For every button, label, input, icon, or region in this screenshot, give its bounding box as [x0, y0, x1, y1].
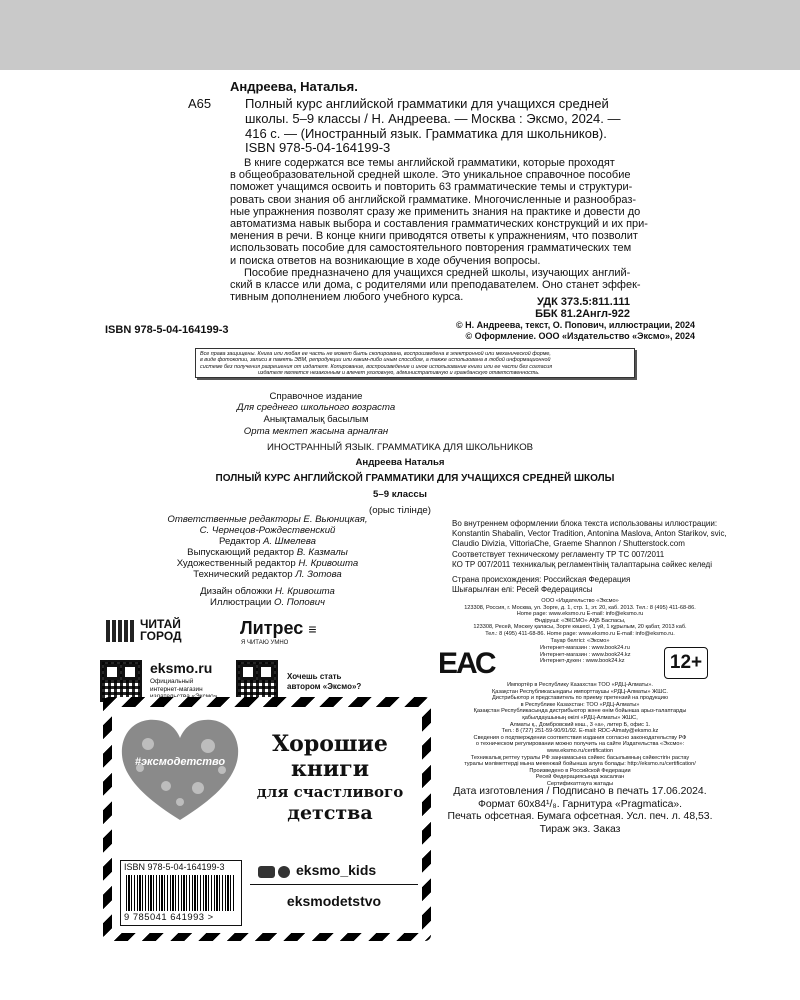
- language-note: (орыс тілінде): [369, 505, 431, 516]
- publisher-block: ООО «Издательство «Эксмо» 123308, Россия, г. Москва, ул. Зорге, д. 1, стр. 1, эт. 20, каб. 2013. Тел.: 8 (495) 411-68-86. Home page: www.eksmo.ru E-mail: info@eksmo.ru Өндіруші: «ЭКСМО» АҚБ Баспасы, 123308, Ресей, Мәскеу қаласы, Зорге көшесі, 1 үй, 1 құрылым, 20 қабат, 2013 каб. Тел.: 8 (495) 411-68-86. Home page: www.eksmo.ru E-mail: info@eksmo.ru. Тауар белгісі: «Эксмо»: [464, 598, 696, 644]
- header-author: Андреева, Наталья.: [230, 79, 358, 94]
- barcode: [126, 875, 234, 911]
- bibliographic-description: Полный курс английской грамматики для учащихся средней школы. 5–9 классы / Н. Андреева. — Москва : Эксмо, 2024. — 416 с. — (Иностранный язык. Грамматика для школьников).: [245, 96, 621, 141]
- top-gray-band: [0, 0, 800, 70]
- isbn-left: ISBN 978-5-04-164199-3: [105, 324, 229, 336]
- eksmo-site: eksmo.ru: [150, 660, 213, 676]
- barcode-digits: 9 785041 641993 >: [124, 911, 214, 922]
- kz-edition-type: Анықтамалық басылым: [263, 414, 369, 425]
- bbk: ББК 81.2Англ-922: [535, 308, 630, 320]
- internet-shops: Интернет-магазин : www.book24.ru Интернет-магазин : www.book24.kz Интернет-дүкен : www.book24.kz: [540, 645, 631, 665]
- series-name: ИНОСТРАННЫЙ ЯЗЫК. ГРАММАТИКА ДЛЯ ШКОЛЬНИКОВ: [266, 442, 534, 453]
- edition-age: Для среднего школьного возраста: [236, 402, 396, 413]
- author-name: Андреева Наталья: [355, 457, 445, 468]
- isbn-line: ISBN 978-5-04-164199-3: [245, 140, 391, 155]
- litres-logo-text: Литрес ≡: [240, 618, 317, 638]
- litres-logo-sub: Я ЧИТАЮ УМНО: [241, 640, 289, 646]
- copyright-text: © Н. Андреева, текст, О. Попович, иллюстрации, 2024: [455, 320, 695, 330]
- distributor-block: Импортёр в Республику Казахстан ТОО «РДЦ-Алматы». Қазақстан Республикасындағы импорттаушы «РДЦ-Алматы» ЖШС. Дистрибьютор и представитель по приему претензий на продукцию в Республике Казахстан: ТОО «РДЦ-Алматы» Қазақстан Республикасында дистрибьютор және өнім бойынша арыз-талаптарды қабылдаушының өкілі «РДЦ-Алматы» ЖШС, Алматы қ., Домбровский көш., 3 «а», литер Б, офис 1. Тел.: 8 (727) 251-59-90/91/92. E-mail: RDC-Almaty@eksmo.kz Сведения о подтверждении соответствия издания согласно законодательству РФ о техническом регулировании можно получить на сайте Издательства «Эксмо»: www.eksmo.ru/certification Техникалық реттеу туралы РФ заңнамасына сәйкес басылымның сәйкестігін растау туралы мәліметтерді мына мекенжай бойынша алуға болады: http://eksmo.ru/certification/ Произведено в Российской Федерации Ресей Федерациясында жасалған Сертификаттауға жатады: [464, 682, 696, 787]
- design-credits: Дизайн обложки Н. Кривошта Иллюстрации О. Попович: [200, 586, 335, 608]
- print-info: Дата изготовления / Подписано в печать 17.06.2024. Формат 60x84¹/₈. Гарнитура «Pragmatica». Печать офсетная. Бумага офсетная. Усл. печ. л. 48,53. Тираж экз. Заказ: [447, 786, 713, 835]
- chitai-gorod-logo-icon: [106, 620, 136, 642]
- author-cta-qr-code[interactable]: [236, 660, 278, 702]
- promo-hashtag: #эксмодетство: [134, 756, 226, 768]
- telegram-icon: [278, 866, 290, 878]
- index-code: А65: [188, 96, 212, 111]
- chitai-gorod-logo-text: ЧИТАЙ ГОРОД: [140, 617, 182, 643]
- promo-divider: [250, 884, 418, 885]
- heart-icon: [118, 716, 242, 824]
- copyright-design: © Оформление. ООО «Издательство «Эксмо», 2024: [465, 331, 695, 341]
- abstract: В книге содержатся все темы английской грамматики, которые проходят в общеобразовательной средней школе. Это уникальное справочное пособие поможет учащимся освоить и повторить 63 грамматические темы и структури- ровать свои знания об английской грамматике. Многочисленные и разнообраз- ные упражнения позволят сразу же применить знания на практике и довести до автоматизма навык выбора и составления грамматических конструкций и их при- менения в речи. В конце книги приводятся ответы к упражнениям, что позволит использовать пособие для самостоятельного повторения грамматических тем и поиска ответов на возникающие в ходе обучения вопросы. Пособие предназначено для учащихся средней школы, изучающих англий- ский в классе или дома, с родителями или преподавателем. Оно станет эффек- тивным дополнением любого учебного курса.: [230, 157, 648, 304]
- promo-isbn: ISBN 978-5-04-164199-3: [124, 862, 225, 872]
- eac-mark: ЕАС: [438, 647, 495, 680]
- illustrations-credits: Во внутреннем оформлении блока текста использованы иллюстрации: Konstantin Shabalin, Vector Tradition, Antonina Maslova, Anton Starikov, svic, Claudio Divizia, VittoriaChe, Graeme Shannon / Shutterstock.com: [452, 519, 727, 548]
- rights-notice-box: Все права защищены. Книга или любая ее часть не может быть скопирована, воспроизведена в электронной или механической форме, в виде фотокопии, записи в память ЭВМ, репродукции или каким-либо иным способом, а также использована в любой информационной системе без получения разрешения от издателя. Копирование, воспроизведение и иное использование книги или ее части без согласия издателя является незаконным и влечет уголовную, административную и гражданскую ответственность.: [195, 348, 635, 378]
- kz-edition-age: Орта мектеп жасына арналған: [243, 426, 389, 437]
- age-rating-badge: 12+: [664, 647, 708, 679]
- vk-icon: [258, 866, 275, 878]
- promo-headline: Хорошие книги для счастливого детства: [256, 731, 404, 824]
- eksmo-site-sub: Официальный интернет-магазин: [150, 678, 203, 693]
- author-cta: Хочешь стать автором «Эксмо»?: [287, 672, 362, 691]
- eksmo-shop-qr-code[interactable]: [100, 660, 142, 702]
- edition-type: Справочное издание: [269, 391, 363, 402]
- udk: УДК 373.5:811.111: [536, 296, 630, 308]
- tech-regulation: Соответствует техническому регламенту ТР ТС 007/2011 КО ТР 007/2011 техникалық регламентінің талаптарына сәйкес келеді: [452, 550, 712, 569]
- promo-site: eksmodetstvo: [286, 893, 382, 909]
- grades: 5–9 классы: [373, 489, 427, 500]
- credits: Ответственные редакторы Е. Вьюницкая, С. Чернецов-Рождественский Редактор А. Шмелева Выпускающий редактор В. Казмалы Художественный редактор Н. Кривошта Технический редактор Л. Зотова: [167, 514, 368, 580]
- book-title: ПОЛНЫЙ КУРС АНГЛИЙСКОЙ ГРАММАТИКИ ДЛЯ УЧАЩИХСЯ СРЕДНЕЙ ШКОЛЫ: [215, 473, 615, 484]
- promo-social: eksmo_kids: [296, 862, 377, 878]
- origin: Страна происхождения: Российская Федерация Шығарылған елі: Ресей Федерациясы: [452, 575, 631, 594]
